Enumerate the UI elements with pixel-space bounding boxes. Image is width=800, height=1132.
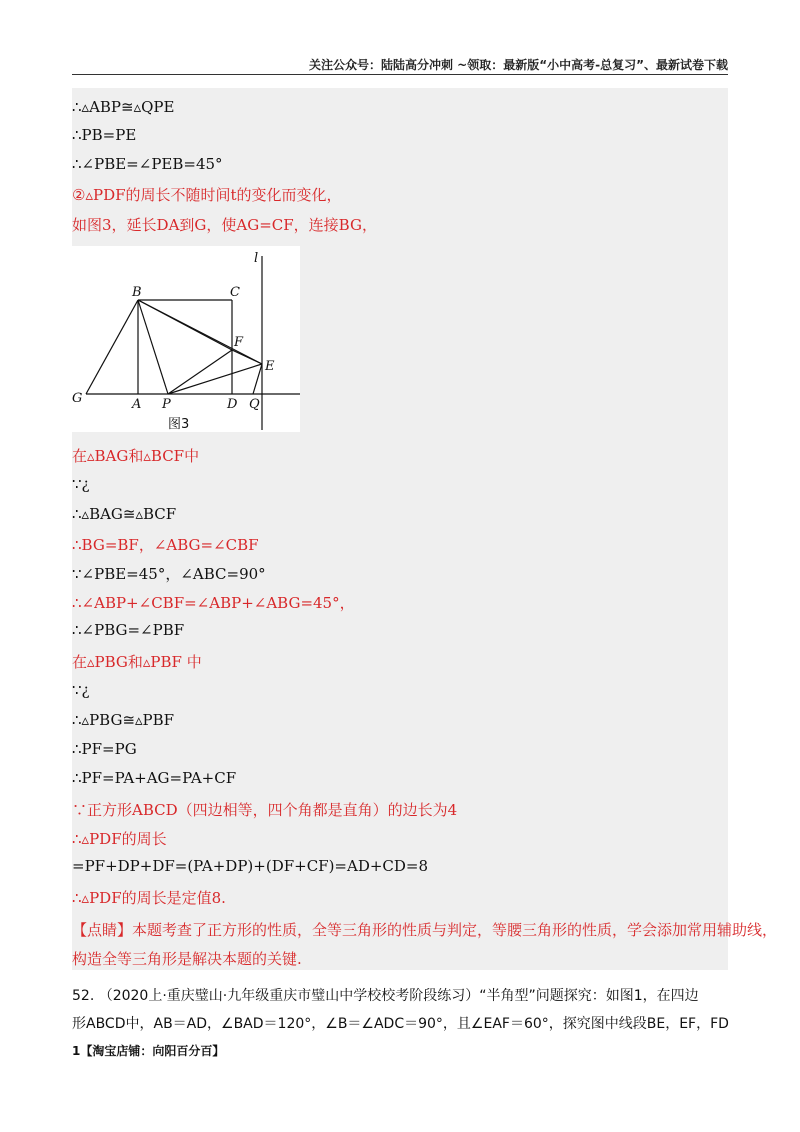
label-E: E	[265, 359, 275, 374]
solution-line: ∵¿	[72, 475, 90, 493]
seg-BE	[138, 300, 262, 364]
question-line-2: 形ABCD中，AB＝AD，∠BAD＝120°，∠B＝∠ADC＝90°，且∠EAF＝60°，探究图中线段BE，EF，FD	[72, 1016, 729, 1032]
solution-line: 如图3，延长DA到G，使AG=CF，连接BG，	[72, 216, 377, 234]
page-header: 关注公众号：陆陆高分冲刺 ~领取：最新版“小中高考-总复习”、最新试卷下载	[309, 58, 728, 72]
label-Q: Q	[249, 397, 260, 412]
question-line-1: 52. （2020上·重庆璧山·九年级重庆市璧山中学校校考阶段练习）“半角型”问题探究：如图1，在四边	[72, 988, 699, 1004]
label-P: P	[162, 397, 171, 412]
page-footer: 1【淘宝店铺：向阳百分百】	[72, 1044, 225, 1058]
label-C: C	[230, 285, 240, 300]
solution-line: ②▵PDF的周长不随时间t的变化而变化，	[72, 186, 342, 204]
seg-PE	[168, 364, 262, 394]
label-D: D	[227, 397, 238, 412]
label-l: l	[254, 251, 259, 266]
solution-line: ∴PF=PG	[72, 740, 137, 758]
solution-line: 在▵BAG和▵BCF中	[72, 447, 200, 465]
solution-line: ∴∠PBG=∠PBF	[72, 621, 185, 639]
solution-line: 构造全等三角形是解决本题的关键.	[72, 950, 302, 968]
solution-line: ∵∠PBE=45°，∠ABC=90°	[72, 565, 266, 583]
solution-line: ∵¿	[72, 681, 90, 699]
solution-line: ∴∠PBE=∠PEB=45°	[72, 155, 223, 173]
solution-line: ∴▵ABP≅▵QPE	[72, 98, 175, 116]
label-B: B	[132, 285, 142, 300]
solution-line: ∴PF=PA+AG=PA+CF	[72, 769, 237, 787]
header-rule	[72, 74, 728, 75]
label-G: G	[72, 391, 83, 406]
seg-EQ	[253, 364, 262, 394]
label-A: A	[132, 397, 142, 412]
geometry-diagram	[72, 246, 300, 432]
solution-line: ∴PB=PE	[72, 126, 137, 144]
label-F: F	[234, 335, 244, 350]
seg-FE	[232, 350, 262, 364]
solution-line: ∴▵PDF的周长	[72, 830, 167, 848]
solution-line: ∵正方形ABCD（四边相等，四个角都是直角）的边长为4	[72, 801, 458, 819]
figure-3	[72, 246, 300, 432]
solution-line: =PF+DP+DF=(PA+DP)+(DF+CF)=AD+CD=8	[72, 857, 429, 875]
solution-line: ∴▵PDF的周长是定值8.	[72, 889, 226, 907]
solution-line: 在▵PBG和▵PBF 中	[72, 653, 202, 671]
solution-line: ∴▵BAG≅▵BCF	[72, 505, 177, 523]
solution-line: ∴▵PBG≅▵PBF	[72, 711, 175, 729]
seg-BG	[86, 300, 138, 394]
solution-line: 【点睛】本题考查了正方形的性质，全等三角形的性质与判定，等腰三角形的性质，学会添加常用辅助线，	[72, 921, 778, 939]
solution-line: ∴BG=BF，∠ABG=∠CBF	[72, 536, 259, 554]
seg-PF	[168, 350, 232, 394]
solution-line: ∴∠ABP+∠CBF=∠ABP+∠ABG=45°，	[72, 594, 355, 612]
figure-caption: 图3	[168, 417, 190, 432]
